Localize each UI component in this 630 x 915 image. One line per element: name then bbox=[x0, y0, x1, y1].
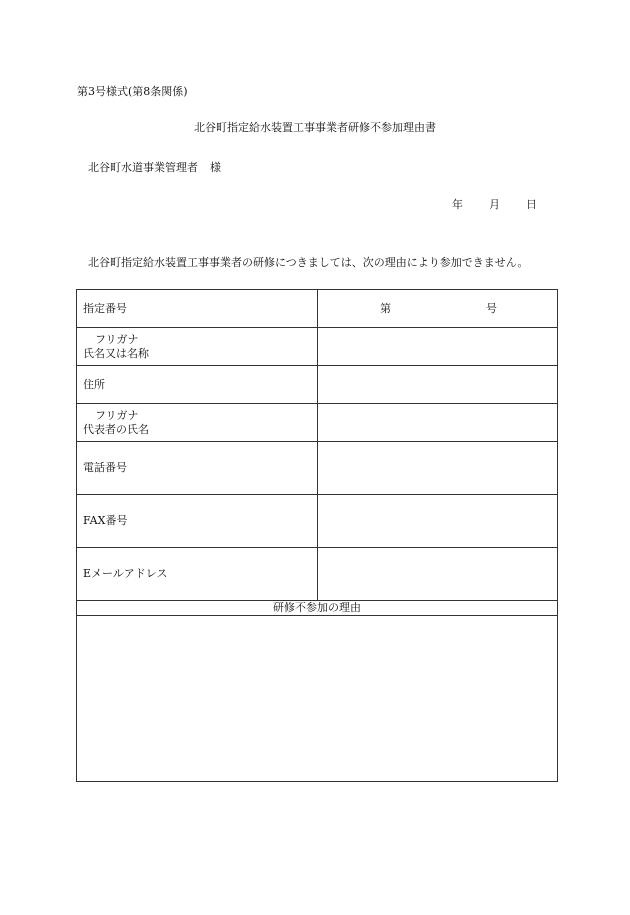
row-address bbox=[77, 366, 558, 404]
name-field[interactable] bbox=[318, 328, 558, 366]
representative-furigana-label: フリガナ bbox=[95, 408, 139, 422]
designation-number-suffix: 号 bbox=[486, 302, 497, 315]
row-phone bbox=[77, 442, 558, 495]
designation-number-label: 指定番号 bbox=[77, 290, 318, 328]
phone-label: 電話番号 bbox=[77, 442, 318, 495]
row-name bbox=[77, 328, 558, 366]
document-title: 北谷町指定給水装置工事事業者研修不参加理由書 bbox=[194, 121, 436, 134]
date-day-label: 日 bbox=[526, 198, 537, 211]
row-fax bbox=[77, 495, 558, 548]
row-email bbox=[77, 548, 558, 601]
fax-field[interactable] bbox=[318, 495, 558, 548]
name-label-cell bbox=[77, 328, 318, 366]
addressee-honorific: 様 bbox=[210, 161, 221, 174]
name-label: 氏名又は名称 bbox=[83, 346, 149, 360]
row-reason-body bbox=[77, 616, 558, 782]
phone-field[interactable] bbox=[318, 442, 558, 495]
addressee bbox=[88, 161, 221, 175]
fax-label: FAX番号 bbox=[77, 495, 318, 548]
designation-number-prefix: 第 bbox=[380, 302, 391, 315]
email-field[interactable] bbox=[318, 548, 558, 601]
designation-number-field[interactable] bbox=[318, 290, 558, 328]
name-furigana-label: フリガナ bbox=[95, 332, 139, 346]
address-field[interactable] bbox=[318, 366, 558, 404]
date-month-label: 月 bbox=[489, 198, 500, 211]
reason-field[interactable] bbox=[77, 616, 558, 782]
email-label: Eメールアドレス bbox=[77, 548, 318, 601]
reason-label: 研修不参加の理由 bbox=[77, 601, 558, 616]
application-form-table bbox=[76, 289, 558, 782]
statement-text: 北谷町指定給水装置工事事業者の研修につきましては、次の理由により参加できません。 bbox=[88, 256, 529, 269]
addressee-name: 北谷町水道事業管理者 bbox=[88, 161, 198, 174]
row-designation-number bbox=[77, 290, 558, 328]
representative-field[interactable] bbox=[318, 404, 558, 442]
representative-label: 代表者の氏名 bbox=[83, 422, 149, 436]
row-reason-header bbox=[77, 601, 558, 616]
date-year-label: 年 bbox=[452, 198, 463, 211]
date-line bbox=[452, 198, 537, 212]
representative-label-cell bbox=[77, 404, 318, 442]
address-label: 住所 bbox=[77, 366, 318, 404]
row-representative bbox=[77, 404, 558, 442]
form-number: 第3号様式(第8条関係) bbox=[77, 85, 188, 98]
